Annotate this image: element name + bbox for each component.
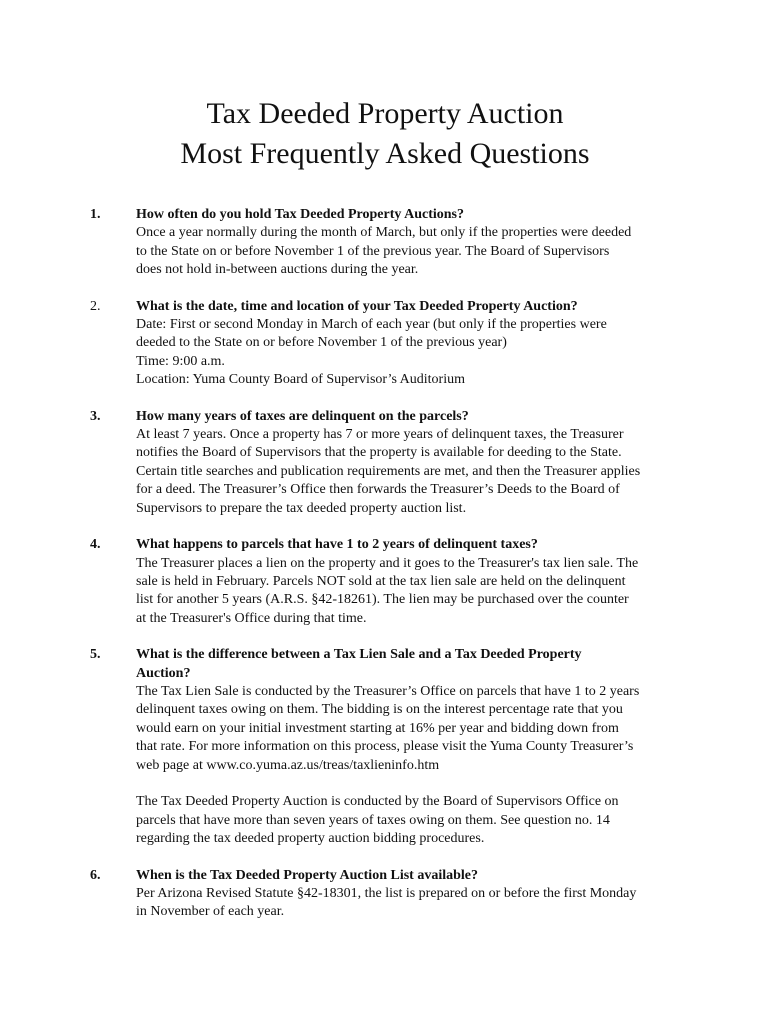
title-line-2: Most Frequently Asked Questions: [180, 137, 590, 170]
answer-line: notifies the Board of Supervisors that the property is available for deeding to the State.: [136, 445, 622, 461]
faq-answer-second-paragraph: [136, 793, 696, 848]
answer-line: Supervisors to prepare the tax deeded property auction list.: [136, 500, 467, 516]
answer-line: The Tax Lien Sale is conducted by the Treasurer’s Office on parcels that have 1 to 2 years: [136, 683, 640, 699]
faq-body: [136, 867, 696, 922]
answer-line: web page at www.co.yuma.az.us/treas/taxlieninfo.htm: [136, 757, 440, 773]
faq-number: 6.: [90, 867, 101, 883]
faq-item-1: [0, 206, 770, 280]
question-line: What is the difference between a Tax Lien Sale and a Tax Deeded Property: [136, 647, 582, 663]
faq-body: [136, 206, 696, 280]
question-line: Auction?: [136, 665, 191, 681]
faq-answer: [136, 885, 696, 922]
answer-line: Time: 9:00 a.m.: [136, 353, 225, 369]
faq-item-3: [0, 408, 770, 518]
answer-line: deeded to the State on or before November 1 of the previous year): [136, 335, 507, 351]
answer-line: does not hold in-between auctions during the year.: [136, 262, 419, 278]
answer-line: Per Arizona Revised Statute §42-18301, the list is prepared on or before the first Monday: [136, 885, 637, 901]
faq-number: 5.: [90, 647, 101, 663]
faq-question: When is the Tax Deeded Property Auction List available?: [136, 867, 478, 883]
answer-line: that rate. For more information on this process, please visit the Yuma County Treasurer’s: [136, 739, 634, 755]
answer-line: The Treasurer places a lien on the property and it goes to the Treasurer's tax lien sale. The: [136, 555, 639, 571]
faq-answer: [136, 683, 696, 775]
faq-question: How many years of taxes are delinquent on the parcels?: [136, 408, 469, 424]
answer-line: At least 7 years. Once a property has 7 or more years of delinquent taxes, the Treasurer: [136, 427, 624, 443]
faq-question: What happens to parcels that have 1 to 2 years of delinquent taxes?: [136, 537, 538, 553]
answer-line: regarding the tax deeded property auction bidding procedures.: [136, 831, 485, 847]
answer-line: The Tax Deeded Property Auction is conducted by the Board of Supervisors Office on: [136, 794, 619, 810]
faq-item-6: [0, 867, 770, 922]
faq-item-4: [0, 536, 770, 628]
faq-answer: [136, 224, 696, 279]
answer-line: at the Treasurer's Office during that time.: [136, 610, 367, 626]
faq-item-5: [0, 646, 770, 848]
title-line-1: Tax Deeded Property Auction: [206, 97, 564, 130]
faq-answer: [136, 316, 696, 390]
faq-body: [136, 298, 696, 390]
answer-line: sale is held in February. Parcels NOT sold at the tax lien sale are held on the delinquent: [136, 573, 626, 589]
faq-number: 3.: [90, 408, 101, 424]
answer-line: for a deed. The Treasurer’s Office then forwards the Treasurer’s Deeds to the Board of: [136, 482, 620, 498]
faq-number: 1.: [90, 207, 101, 222]
faq-item-2: [0, 298, 770, 390]
faq-body: [136, 408, 696, 518]
faq-body: [136, 536, 696, 628]
faq-number: 2.: [90, 298, 101, 314]
faq-question: [136, 646, 696, 683]
faq-answer: [136, 555, 696, 629]
answer-line: to the State on or before November 1 of the previous year. The Board of Supervisors: [136, 243, 610, 259]
faq-answer: [136, 426, 696, 518]
answer-line: Certain title searches and publication requirements are met, and then the Treasurer applies: [136, 463, 641, 479]
faq-body: [136, 646, 696, 848]
faq-question: How often do you hold Tax Deeded Property Auctions?: [136, 207, 464, 222]
answer-line: Location: Yuma County Board of Supervisor’s Auditorium: [136, 372, 465, 388]
answer-line: would earn on your initial investment starting at 16% per year and bidding down from: [136, 720, 619, 736]
answer-line: Once a year normally during the month of March, but only if the properties were deeded: [136, 225, 632, 241]
faq-number: 4.: [90, 537, 101, 553]
answer-line: delinquent taxes owing on them. The bidding is on the interest percentage rate that you: [136, 702, 623, 718]
answer-line: in November of each year.: [136, 904, 285, 920]
faq-question: What is the date, time and location of your Tax Deeded Property Auction?: [136, 298, 578, 314]
document-title: [0, 94, 770, 174]
answer-line: Date: First or second Monday in March of each year (but only if the properties were: [136, 317, 607, 333]
faq-list: [0, 206, 770, 940]
answer-line: list for another 5 years (A.R.S. §42-18261). The lien may be purchased over the counter: [136, 592, 629, 608]
answer-line: parcels that have more than seven years of taxes owing on them. See question no. 14: [136, 812, 610, 828]
